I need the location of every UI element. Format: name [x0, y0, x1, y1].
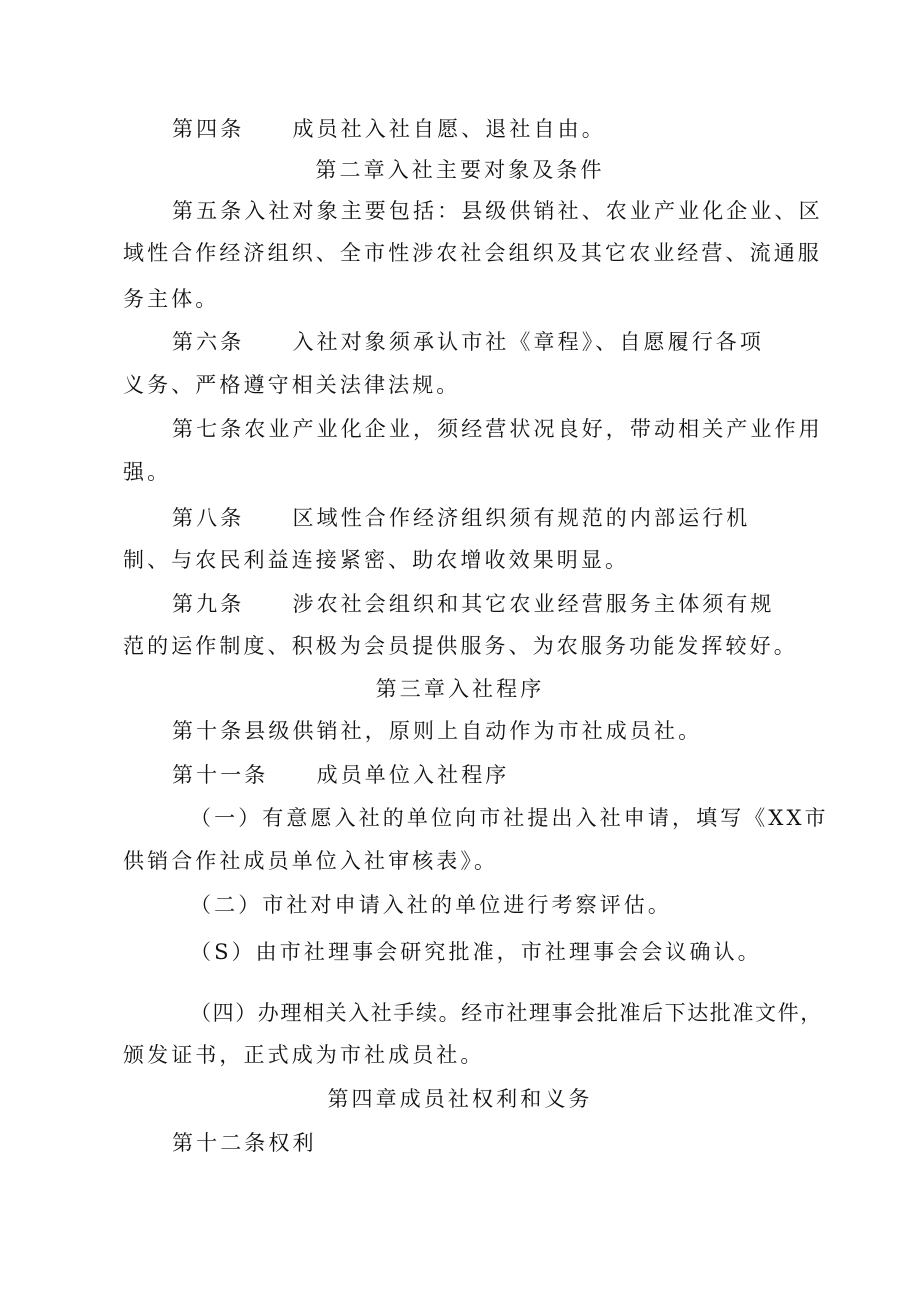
procedure-3: （S）由市社理事会研究批准，市社理事会会议确认。 — [190, 940, 762, 964]
article-6-line-2: 义务、严格遵守相关法律法规。 — [123, 373, 461, 397]
procedure-1-line-1: （一）有意愿入社的单位向市社提出入社申请，填写《XX市 — [190, 806, 829, 830]
article-5-line-3: 务主体。 — [123, 287, 220, 311]
chapter-4-heading: 第四章成员社权利和义务 — [327, 1087, 593, 1111]
article-9-line-2: 范的运作制度、积极为会员提供服务、为农服务功能发挥较好。 — [123, 634, 798, 658]
procedure-1-line-2: 供销合作社成员单位入社审核表》。 — [123, 849, 499, 873]
article-6-line-1: 第六条 入社对象须承认市社《章程》、自愿履行各项 — [172, 330, 764, 354]
procedure-4-line-1: （四）办理相关入社手续。经市社理事会批准后下达批准文件， — [190, 1001, 823, 1025]
article-9-line-1: 第九条 涉农社会组织和其它农业经营服务主体须有规 — [172, 592, 775, 616]
article-7-line-1: 第七条农业产业化企业，须经营状况良好，带动相关产业作用 — [172, 417, 823, 441]
article-11: 第十一条 成员单位入社程序 — [172, 763, 510, 787]
article-5-line-1: 第五条入社对象主要包括：县级供销社、农业产业化企业、区 — [172, 199, 823, 223]
article-12: 第十二条权利 — [172, 1131, 317, 1155]
article-10: 第十条县级供销社，原则上自动作为市社成员社。 — [172, 719, 703, 743]
article-8-line-1: 第八条 区域性合作经济组织须有规范的内部运行机 — [172, 506, 751, 530]
chapter-3-heading: 第三章入社程序 — [375, 677, 545, 701]
article-4: 第四条 成员社入社自愿、退社自由。 — [172, 117, 606, 141]
procedure-4-line-2: 颁发证书，正式成为市社成员社。 — [123, 1043, 485, 1067]
article-5-line-2: 域性合作经济组织、全市性涉农社会组织及其它农业经营、流通服 — [123, 241, 822, 265]
article-8-line-2: 制、与农民利益连接紧密、助农增收效果明显。 — [123, 548, 630, 572]
article-7-line-2: 强。 — [123, 460, 172, 484]
procedure-2: （二）市社对申请入社的单位进行考察评估。 — [190, 893, 672, 917]
chapter-2-heading: 第二章入社主要对象及条件 — [315, 158, 605, 182]
